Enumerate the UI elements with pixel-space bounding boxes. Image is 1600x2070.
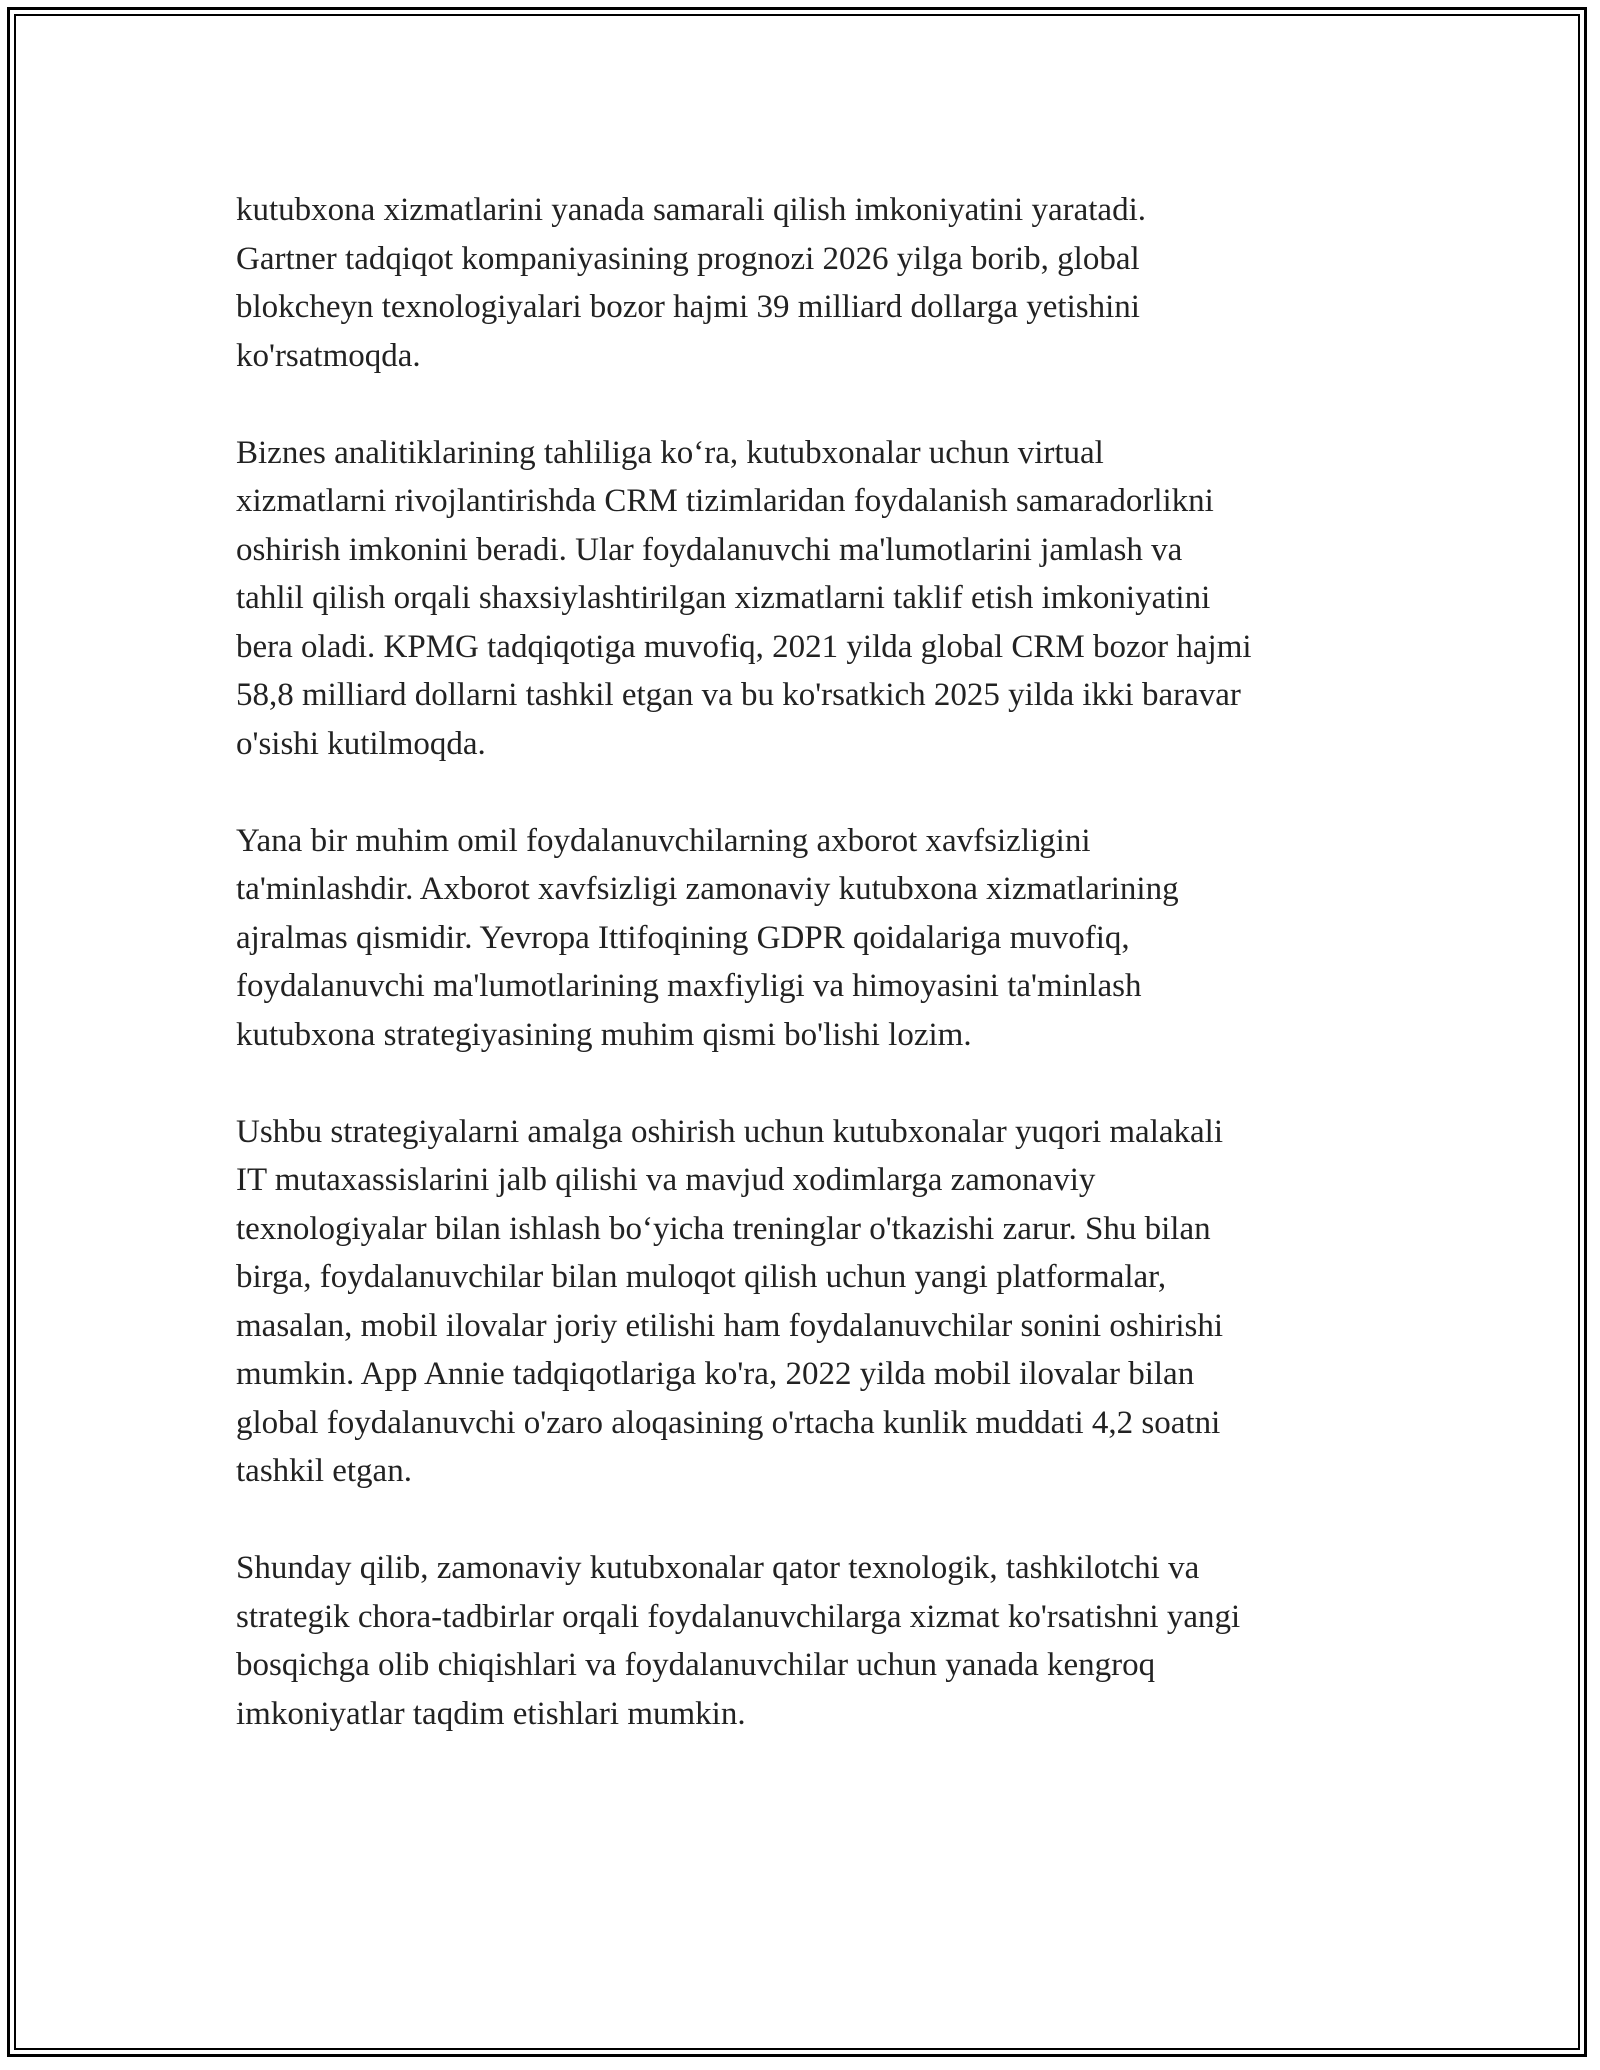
- paragraph-blockchain-forecast: kutubxona xizmatlarini yanada samarali qilish imkoniyatini yaratadi. Gartner tadqiqot kompaniyasining prognozi 2026 yilga borib, global blokcheyn texnologiyalari bozor hajmi 39 milliard dollarga yetishini ko'rsatmoqda.: [236, 192, 1146, 374]
- paragraph-conclusion: Shunday qilib, zamonaviy kutubxonalar qator texnologik, tashkilotchi va strategik chora-tadbirlar orqali foydalanuvchilarga xizmat ko'rsatishni yangi bosqichga olib chiqishlari va foydalanuvchilar uchun yanada kengroq imkoniyatlar taqdim etishlari mumkin.: [236, 1550, 1241, 1732]
- document-body: [236, 186, 1376, 1787]
- paragraph-crm-analytics: Biznes analitiklarining tahliliga ko‘ra, kutubxonalar uchun virtual xizmatlarni rivojlantirishda CRM tizimlaridan foydalanish samaradorlikni oshirish imkonini beradi. Ular foydalanuvchi ma'lumotlarini jamlash va tahlil qilish orqali shaxsiylashtirilgan xizmatlarni taklif etish imkoniyatini bera oladi. KPMG tadqiqotiga muvofiq, 2021 yilda global CRM bozor hajmi 58,8 milliard dollarni tashkil etgan va bu ko'rsatkich 2025 yilda ikki baravar o'sishi kutilmoqda.: [236, 434, 1252, 762]
- paragraph-it-specialists: Ushbu strategiyalarni amalga oshirish uchun kutubxonalar yuqori malakali IT mutaxassislarini jalb qilishi va mavjud xodimlarga zamonaviy texnologiyalar bilan ishlash bo‘yicha treninglar o'tkazishi zarur. Shu bilan birga, foydalanuvchilar bilan muloqot qilish uchun yangi platformalar, masalan, mobil ilovalar joriy etilishi ham foydalanuvchilar sonini oshirishi mumkin. App Annie tadqiqotlariga ko'ra, 2022 yilda mobil ilovalar bilan global foydalanuvchi o'zaro aloqasining o'rtacha kunlik muddati 4,2 soatni tashkil etgan.: [236, 1113, 1224, 1489]
- paragraph-information-security: Yana bir muhim omil foydalanuvchilarning axborot xavfsizligini ta'minlashdir. Axborot xavfsizligi zamonaviy kutubxona xizmatlarining ajralmas qismidir. Yevropa Ittifoqining GDPR qoidalariga muvofiq, foydalanuvchi ma'lumotlarining maxfiyligi va himoyasini ta'minlash kutubxona strategiyasining muhim qismi bo'lishi lozim.: [236, 822, 1179, 1053]
